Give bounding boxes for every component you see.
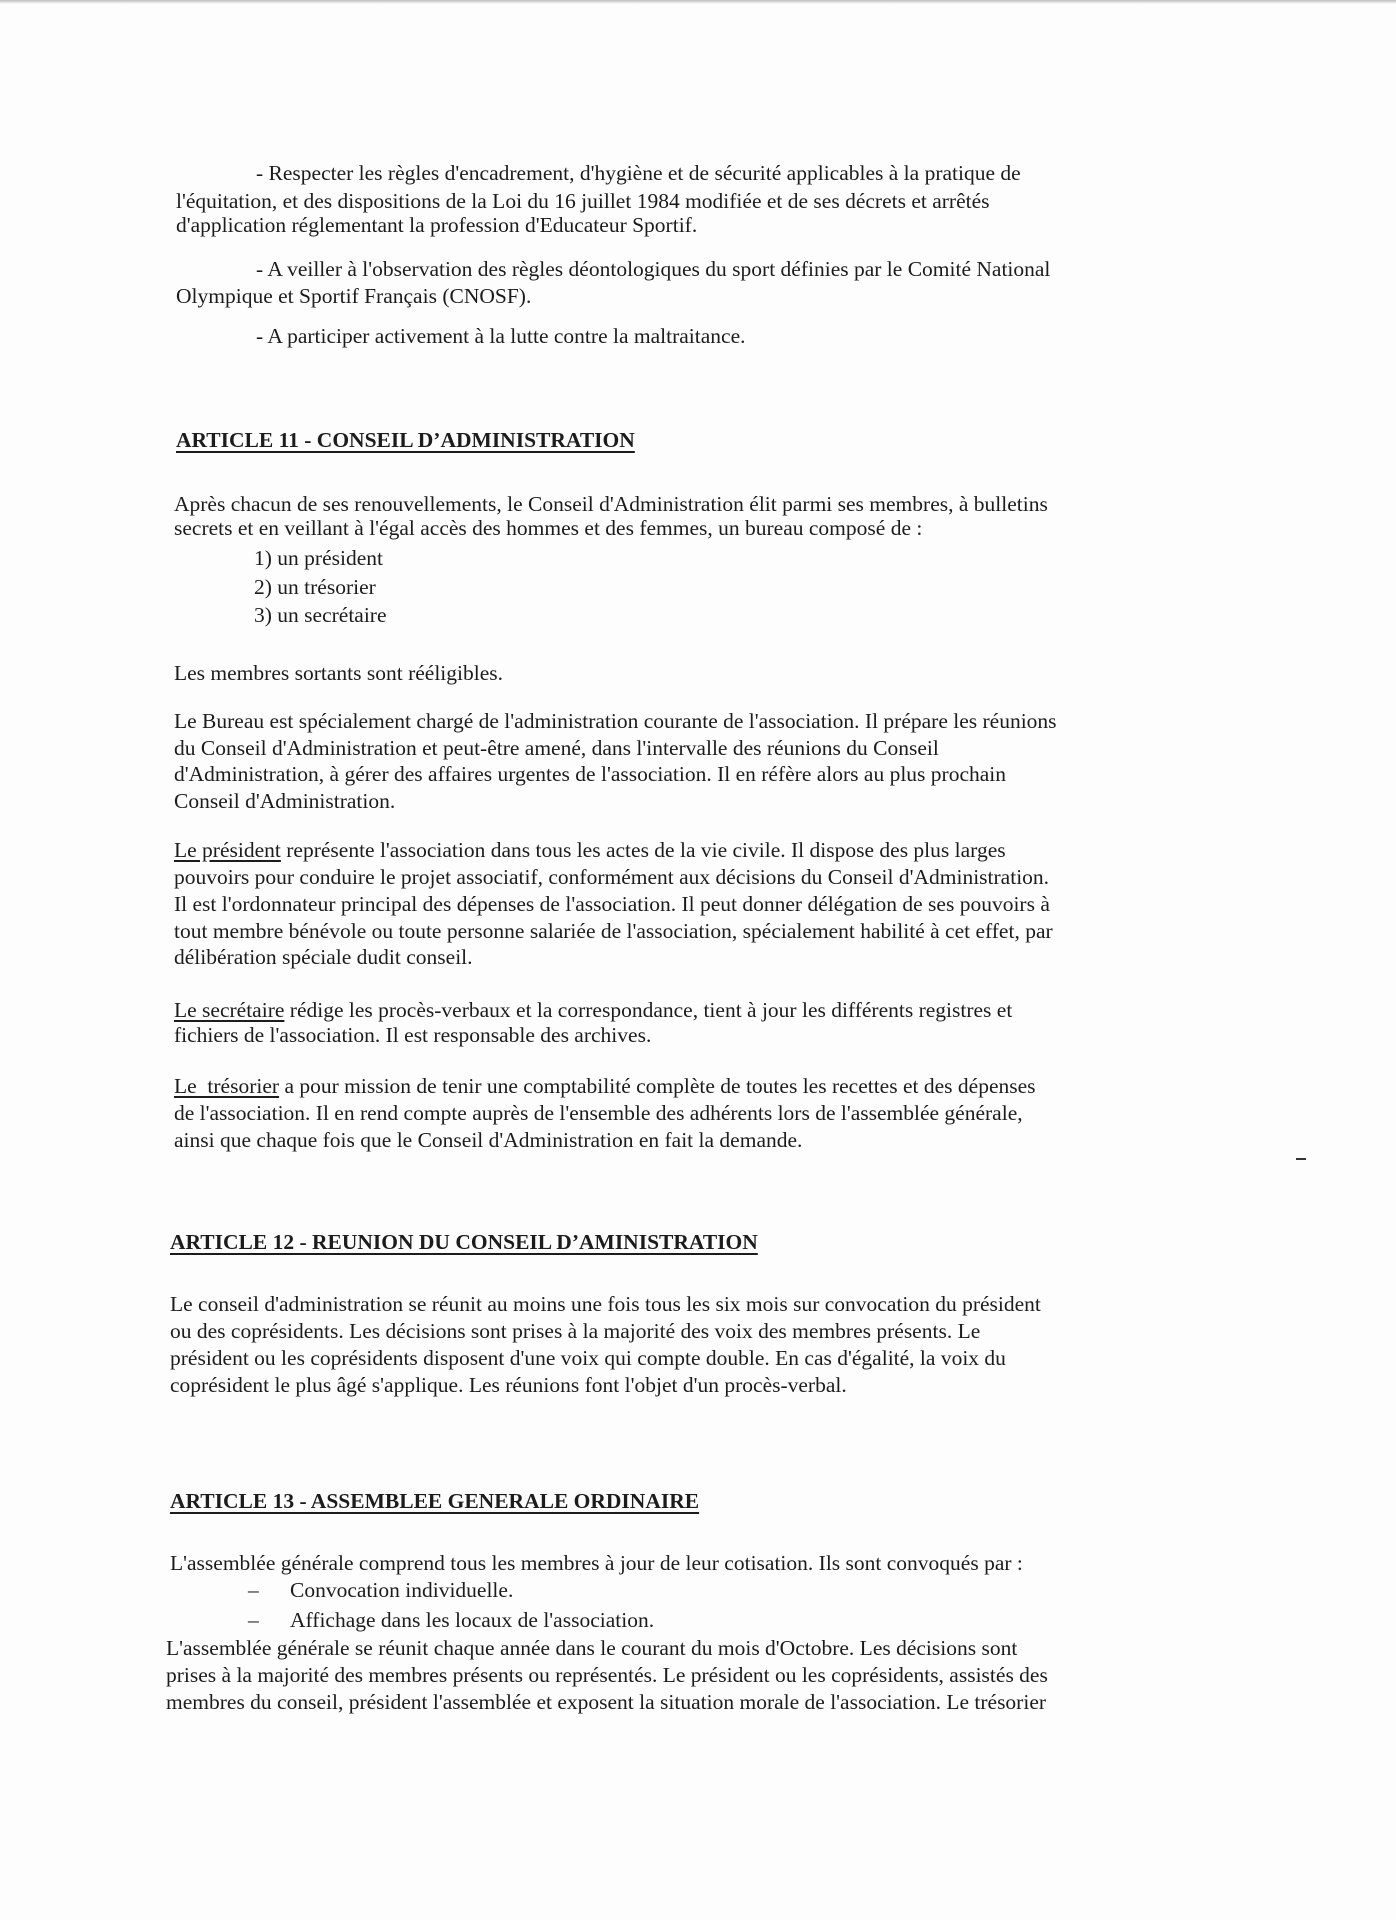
text-line: de l'association. Il en rend compte auprès de l'ensemble des adhérents lors de l'assemblée générale, xyxy=(174,1101,1023,1125)
text-line: membres du conseil, président l'assemblée et exposent la situation morale de l'association. Le trésorier xyxy=(166,1690,1047,1714)
article-13-heading: ARTICLE 13 - ASSEMBLEE GENERALE ORDINAIRE xyxy=(170,1489,700,1513)
president-label: Le président xyxy=(174,838,281,862)
text-line: ainsi que chaque fois que le Conseil d'Administration en fait la demande. xyxy=(174,1128,803,1152)
text-line: d'application réglementant la profession d'Educateur Sportif. xyxy=(176,213,698,237)
list-item: 2) un trésorier xyxy=(254,575,376,599)
treasurer-label: Le trésorier xyxy=(174,1074,280,1098)
scan-edge xyxy=(0,0,1396,4)
list-item: 1) un président xyxy=(254,546,383,570)
text-line: pouvoirs pour conduire le projet associatif, conformément aux décisions du Conseil d'Administration. xyxy=(174,865,1050,889)
president-text: représente l'association dans tous les actes de la vie civile. Il dispose des plus larges xyxy=(280,838,1006,862)
list-item: Convocation individuelle. xyxy=(290,1578,514,1602)
text-line: - Respecter les règles d'encadrement, d'hygiène et de sécurité applicables à la pratique de xyxy=(256,161,1021,185)
text-line: fichiers de l'association. Il est responsable des archives. xyxy=(174,1023,652,1047)
treasurer-text: a pour mission de tenir une comptabilité complète de toutes les recettes et des dépenses xyxy=(279,1074,1036,1098)
text-line: Le Bureau est spécialement chargé de l'administration courante de l'association. Il prépare les réunions xyxy=(174,709,1057,733)
text-line: Après chacun de ses renouvellements, le Conseil d'Administration élit parmi ses membres, à bulletins xyxy=(174,492,1048,516)
list-item: 3) un secrétaire xyxy=(254,603,387,627)
list-item: Affichage dans les locaux de l'association. xyxy=(290,1608,655,1632)
text-line: président ou les coprésidents disposent d'une voix qui compte double. En cas d'égalité, la voix du xyxy=(170,1346,1006,1370)
secretary-label: Le secrétaire xyxy=(174,998,285,1022)
secretary-text: rédige les procès-verbaux et la correspondance, tient à jour les différents registres et xyxy=(284,998,1013,1022)
bullet-marker: – xyxy=(248,1578,259,1602)
article-11-reelect: Les membres sortants sont rééligibles. xyxy=(174,661,503,685)
text-line: L'assemblée générale se réunit chaque année dans le courant du mois d'Octobre. Les décisions sont xyxy=(166,1636,1018,1660)
text-line: Le conseil d'administration se réunit au moins une fois tous les six mois sur convocation du président xyxy=(170,1292,1041,1316)
article-13-intro: L'assemblée générale comprend tous les membres à jour de leur cotisation. Ils sont convoqués par : xyxy=(170,1551,1023,1575)
text-line xyxy=(174,1072,1036,1100)
text-line: secrets et en veillant à l'égal accès des hommes et des femmes, un bureau composé de : xyxy=(174,516,923,540)
text-line: Conseil d'Administration. xyxy=(174,789,396,813)
text-line: ou des coprésidents. Les décisions sont prises à la majorité des voix des membres présents. Le xyxy=(170,1319,981,1343)
text-line: Olympique et Sportif Français (CNOSF). xyxy=(176,284,532,308)
text-line: délibération spéciale dudit conseil. xyxy=(174,945,473,969)
text-line: l'équitation, et des dispositions de la Loi du 16 juillet 1984 modifiée et de ses décrets et arrêtés xyxy=(176,189,990,213)
text-line: - A veiller à l'observation des règles déontologiques du sport définies par le Comité National xyxy=(256,257,1051,281)
intro-paragraph-3: - A participer activement à la lutte contre la maltraitance. xyxy=(256,324,746,348)
text-line: prises à la majorité des membres présents ou représentés. Le président ou les coprésidents, assistés des xyxy=(166,1663,1048,1687)
article-12-heading: ARTICLE 12 - REUNION DU CONSEIL D’AMINISTRATION xyxy=(170,1230,758,1254)
text-line xyxy=(174,836,1006,864)
text-line: coprésident le plus âgé s'applique. Les réunions font l'objet d'un procès-verbal. xyxy=(170,1373,847,1397)
scan-mark xyxy=(1296,1158,1306,1160)
text-line: d'Administration, à gérer des affaires urgentes de l'association. Il en réfère alors au plus prochain xyxy=(174,762,1007,786)
text-line: tout membre bénévole ou toute personne salariée de l'association, spécialement habilité à cet effet, par xyxy=(174,919,1053,943)
article-11-heading: ARTICLE 11 - CONSEIL D’ADMINISTRATION xyxy=(176,428,635,452)
bullet-marker: – xyxy=(248,1608,259,1632)
text-line: du Conseil d'Administration et peut-être amené, dans l'intervalle des réunions du Conseil xyxy=(174,736,939,760)
text-line xyxy=(174,996,1012,1024)
text-line: Il est l'ordonnateur principal des dépenses de l'association. Il peut donner délégation de ses pouvoirs à xyxy=(174,892,1050,916)
